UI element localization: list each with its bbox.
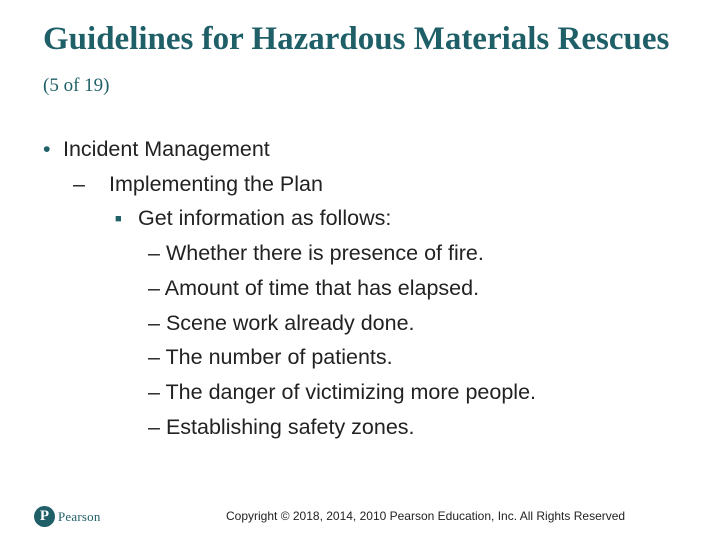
slide-title: [43, 18, 683, 107]
bullet-dot-icon: •: [43, 137, 51, 161]
bullet-level2: [73, 171, 323, 197]
pearson-logo-text: Pearson: [58, 508, 101, 524]
bullet-level4: [148, 379, 536, 405]
dash-icon: –: [148, 276, 165, 300]
bullet-level4-text: Whether there is presence of fire.: [165, 241, 484, 265]
slide-title-text: Guidelines for Hazardous Materials Rescues: [43, 21, 670, 57]
pearson-logo: [34, 506, 101, 527]
dash-icon: –: [148, 345, 166, 369]
bullet-level4-text: Scene work already done.: [165, 311, 415, 335]
bullet-level4: [148, 240, 484, 266]
dash-icon: –: [148, 380, 166, 404]
bullet-level4: [148, 344, 393, 370]
bullet-level1-text: Incident Management: [62, 137, 270, 161]
bullet-level4-text: The danger of victimizing more people.: [165, 380, 537, 404]
square-bullet-icon: ■: [115, 213, 122, 225]
pearson-logo-icon: P: [34, 506, 55, 527]
bullet-level4-text: Establishing safety zones.: [165, 415, 415, 439]
bullet-level3: [115, 205, 391, 232]
bullet-level2-text: Implementing the Plan: [108, 172, 323, 196]
dash-icon: –: [148, 311, 166, 335]
bullet-level1: [43, 136, 270, 162]
bullet-level4-text: The number of patients.: [165, 345, 393, 369]
dash-icon: –: [73, 172, 85, 196]
copyright-notice: Copyright © 2018, 2014, 2010 Pearson Education, Inc. All Rights Reserved: [226, 509, 626, 523]
bullet-level3-text: Get information as follows:: [137, 206, 392, 230]
bullet-level4: [148, 414, 415, 440]
dash-icon: –: [148, 415, 166, 439]
bullet-level4-text: Amount of time that has elapsed.: [164, 276, 480, 300]
slide-count: (5 of 19): [43, 75, 110, 96]
dash-icon: –: [148, 241, 166, 265]
bullet-level4: [148, 310, 415, 336]
bullet-level4: [148, 275, 479, 301]
